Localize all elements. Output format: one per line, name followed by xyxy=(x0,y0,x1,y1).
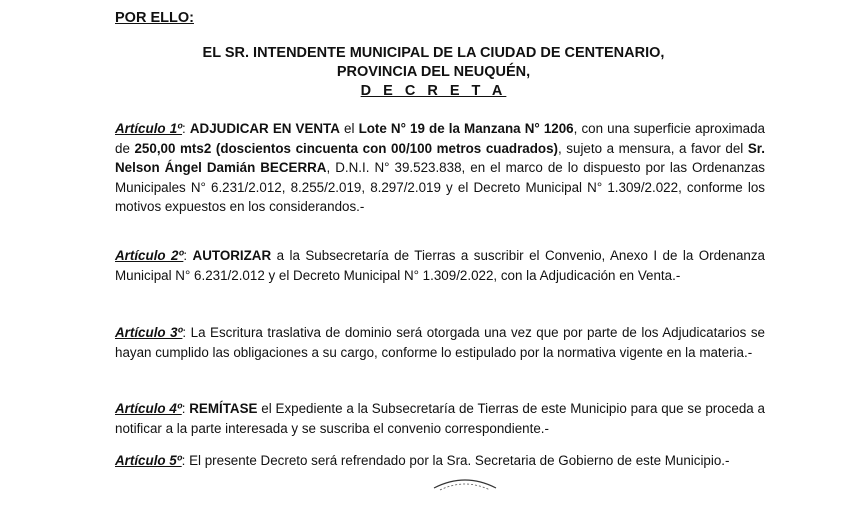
heading-decreta: D E C R E T A xyxy=(360,83,507,99)
article-1-label: Artículo 1º xyxy=(115,121,183,136)
intro-heading: POR ELLO: xyxy=(115,10,194,26)
article-5: Artículo 5º: El presente Decreto será refrendado por la Sra. Secretaria de Gobierno de este Municipio.- xyxy=(115,453,730,468)
article-3: Artículo 3º: La Escritura traslativa de dominio será otorgada una vez que por parte de los Adjudicatarios se hayan cumplido las obligaciones a su cargo, conforme lo estipulado por la normativa vigente en la materia.- xyxy=(115,325,765,360)
article-4-label: Artículo 4º xyxy=(115,401,182,416)
article-2-label: Artículo 2º xyxy=(115,248,184,263)
article-1: Artículo 1º: ADJUDICAR EN VENTA el Lote N° 19 de la Manzana N° 1206, con una superficie aproximada de 250,00 mts2 (doscientos cincuenta con 00/100 metros cuadrados), sujeto a mensura, a favor del Sr. Nelson Ángel Damián BECERRA, D.N.I. N° 39.523.838, en el marco de lo dispuesto por las Ordenanzas Municipales N° 6.231/2.012, 8.255/2.019, 8.297/2.019 y el Decreto Municipal N° 1.309/2.022, conforme los motivos expuestos en los considerandos.- xyxy=(115,121,765,214)
article-5-label: Artículo 5º xyxy=(115,453,182,468)
article-3-label: Artículo 3º xyxy=(115,325,183,340)
heading-line-1: EL SR. INTENDENTE MUNICIPAL DE LA CIUDAD DE CENTENARIO, xyxy=(202,45,665,61)
heading-line-2: PROVINCIA DEL NEUQUÉN, xyxy=(336,64,531,80)
seal-stamp-icon xyxy=(430,474,500,514)
article-2: Artículo 2º: AUTORIZAR a la Subsecretaría de Tierras a suscribir el Convenio, Anexo I de la Ordenanza Municipal N° 6.231/2.012 y el Decreto Municipal N° 1.309/2.022, con la Adjudicación en Venta.- xyxy=(115,248,765,283)
article-4: Artículo 4º: REMÍTASE el Expediente a la Subsecretaría de Tierras de este Municipio para que se proceda a notificar a la parte interesada y se suscriba el convenio correspondiente.- xyxy=(115,401,765,436)
